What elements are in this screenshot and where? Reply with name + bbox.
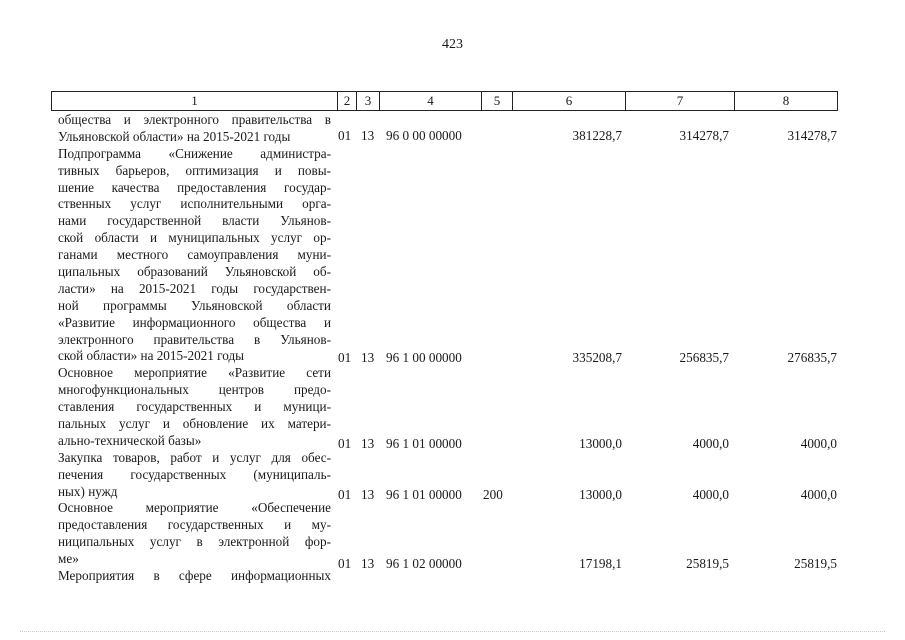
cell-amount-col7: 256835,7 <box>679 350 729 365</box>
cell-amount-col6: 381228,7 <box>572 128 622 143</box>
header-col-2: 2 <box>338 92 357 110</box>
description-line: предоставления государственных и му- <box>58 517 331 533</box>
description-line: Закупка товаров, работ и услуг для обес- <box>58 449 331 465</box>
cell-section: 01 <box>338 128 352 143</box>
cell-amount-col8: 4000,0 <box>800 487 837 502</box>
description-line: тивных барьеров, оптимизация и повы- <box>58 162 331 178</box>
scan-edge-line <box>20 631 885 633</box>
header-col-7: 7 <box>626 92 735 110</box>
cell-subsection: 13 <box>361 350 375 365</box>
cell-section: 01 <box>338 556 352 571</box>
table-row <box>0 555 905 572</box>
description-line: Основное мероприятие «Обеспечение <box>58 500 331 516</box>
description-line: ской области и муниципальных услуг ор- <box>58 230 331 246</box>
cell-section: 01 <box>338 487 352 502</box>
cell-target-code: 96 0 00 00000 <box>386 128 462 143</box>
cell-section: 01 <box>338 436 352 451</box>
cell-amount-col6: 13000,0 <box>579 487 622 502</box>
description-line: Основное мероприятие «Развитие сети <box>58 365 331 381</box>
description-line: Подпрограмма «Снижение администра- <box>58 145 331 161</box>
header-col-5: 5 <box>482 92 513 110</box>
description-line: ниципальных услуг в электронной фор- <box>58 534 331 550</box>
cell-amount-col8: 276835,7 <box>787 350 837 365</box>
header-col-1: 1 <box>52 92 338 110</box>
cell-amount-col8: 4000,0 <box>800 436 837 451</box>
description-line: ных) нужд <box>58 483 118 499</box>
table-row <box>0 432 905 452</box>
description-line: Ульяновской области» на 2015-2021 годы <box>58 128 291 144</box>
description-line: Мероприятия в сфере информационных <box>58 568 331 584</box>
cell-amount-col8: 25819,5 <box>794 556 837 571</box>
cell-subsection: 13 <box>361 556 375 571</box>
cell-target-code: 96 1 01 00000 <box>386 487 462 502</box>
description-line: нами государственной власти Ульянов- <box>58 213 331 229</box>
description-line: печения государственных (муниципаль- <box>58 466 331 482</box>
cell-subsection: 13 <box>361 487 375 502</box>
cell-amount-col7: 4000,0 <box>692 436 729 451</box>
cell-target-code: 96 1 00 00000 <box>386 350 462 365</box>
cell-amount-col8: 314278,7 <box>787 128 837 143</box>
table-row <box>0 349 905 366</box>
description-line: ной программы Ульяновской области <box>58 297 331 313</box>
description-line: электронного правительства в Ульянов- <box>58 331 331 347</box>
header-col-8: 8 <box>782 93 790 108</box>
page-number: 423 <box>442 37 463 52</box>
cell-subsection: 13 <box>361 436 375 451</box>
description-line: ской области» на 2015-2021 годы <box>58 348 245 364</box>
cell-amount-col6: 13000,0 <box>579 436 622 451</box>
table-row <box>0 483 905 503</box>
cell-expense-type: 200 <box>483 487 503 502</box>
cell-subsection: 13 <box>361 128 375 143</box>
table-header-row <box>51 91 838 111</box>
description-line: ставления государственных и муници- <box>58 399 331 415</box>
cell-amount-col7: 314278,7 <box>679 128 729 143</box>
cell-target-code: 96 1 01 00000 <box>386 436 462 451</box>
description-line: общества и электронного правительства в <box>58 112 331 127</box>
description-line: ласти» на 2015-2021 годы государствен- <box>58 280 331 296</box>
header-col-4: 4 <box>380 92 482 110</box>
cell-section: 01 <box>338 350 352 365</box>
header-col-6: 6 <box>513 92 626 110</box>
cell-amount-col6: 335208,7 <box>572 350 622 365</box>
description-line: ципальных образований Ульяновской об- <box>58 264 331 280</box>
description-line: ме» <box>58 551 79 567</box>
cell-target-code: 96 1 02 00000 <box>386 556 462 571</box>
description-line: ганами местного самоуправления муни- <box>58 247 331 263</box>
description-line: ально-технической базы» <box>58 432 202 448</box>
description-line: многофункциональных центров предо- <box>58 382 331 398</box>
cell-amount-col7: 4000,0 <box>692 487 729 502</box>
table-row <box>0 127 905 144</box>
cell-amount-col6: 17198,1 <box>579 556 622 571</box>
description-line: пальных услуг и обновление их матери- <box>58 416 331 432</box>
cell-amount-col7: 25819,5 <box>686 556 729 571</box>
description-line: шение качества предоставления государ- <box>58 179 331 195</box>
description-line: ственных услуг исполнительными орга- <box>58 196 331 212</box>
description-line: «Развитие информационного общества и <box>58 314 331 330</box>
header-col-3: 3 <box>357 92 380 110</box>
